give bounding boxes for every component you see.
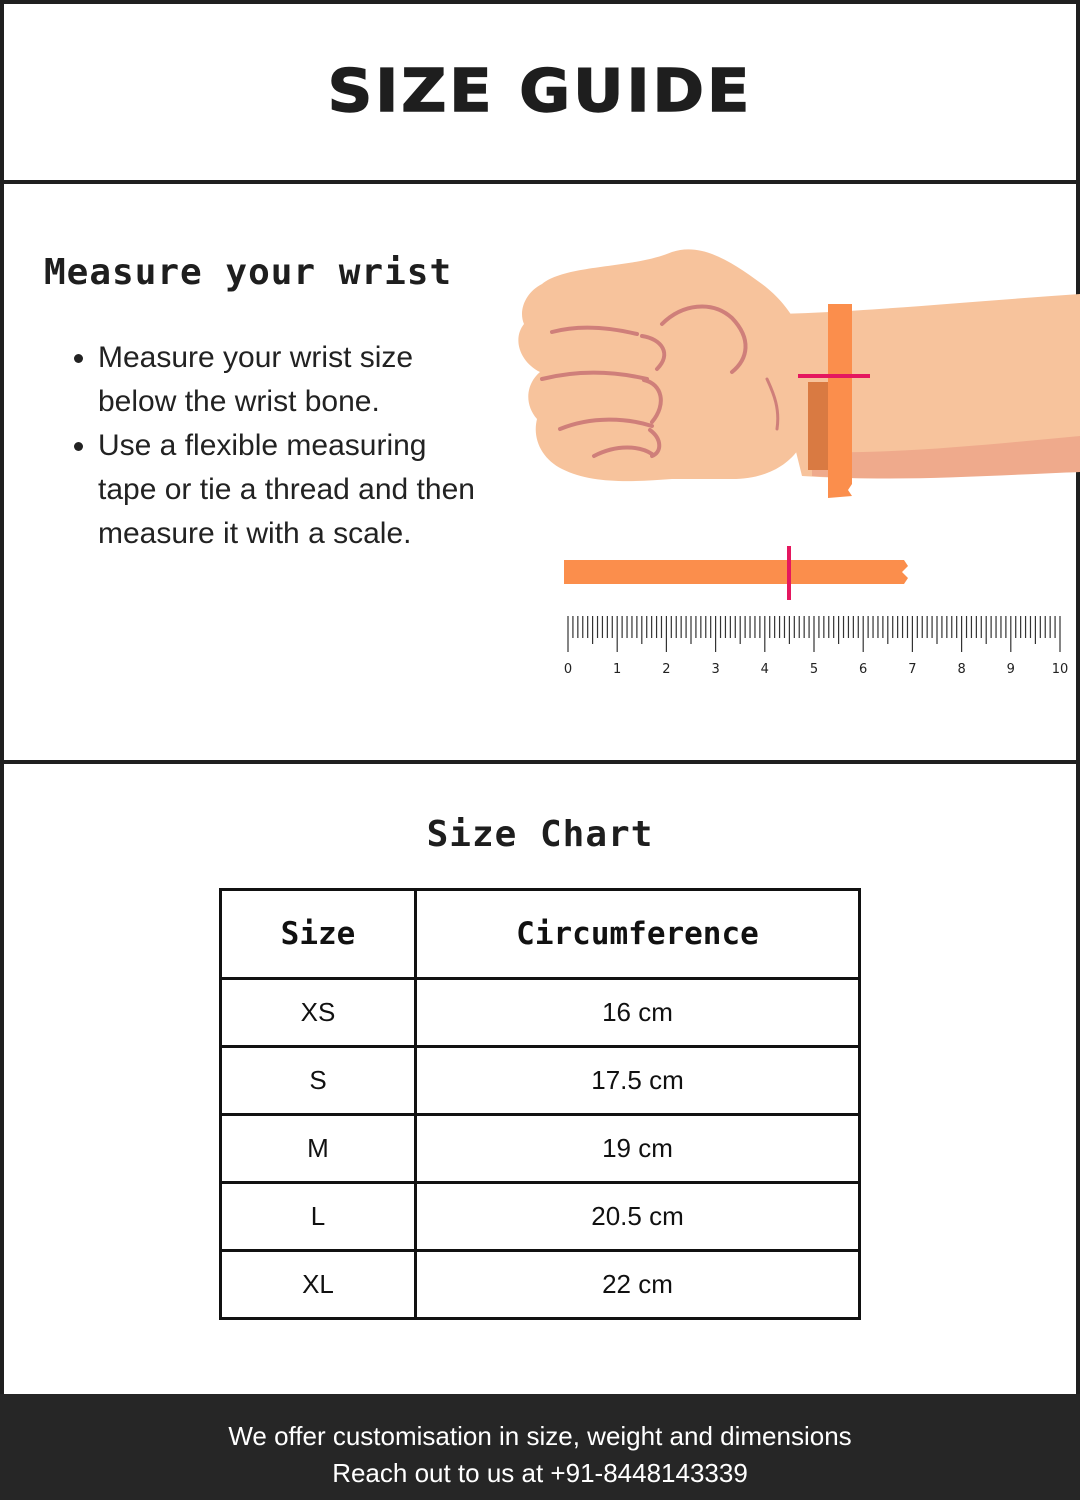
table-row (221, 979, 860, 1047)
footer (0, 1394, 1080, 1500)
ruler-label: 2 (662, 662, 671, 674)
size-cell: S (221, 1047, 416, 1115)
ruler-label: 8 (957, 662, 966, 674)
column-header-circumference: Circumference (416, 890, 860, 979)
circumference-cell: 20.5 cm (416, 1183, 860, 1251)
circumference-cell: 16 cm (416, 979, 860, 1047)
ruler-label: 4 (760, 662, 769, 674)
tape-back (808, 382, 830, 470)
size-cell: M (221, 1115, 416, 1183)
circumference-cell: 19 cm (416, 1115, 860, 1183)
wrist-measuring-icon (512, 244, 1080, 674)
size-table (219, 888, 861, 1320)
fist (518, 249, 812, 481)
size-cell: XS (221, 979, 416, 1047)
ruler-label: 1 (613, 662, 622, 674)
page-title: SIZE GUIDE (327, 55, 753, 125)
ruler-label: 7 (908, 662, 917, 674)
ruler-ticks (568, 616, 1060, 652)
tape-front (828, 304, 852, 498)
ruler-label: 0 (563, 662, 573, 674)
table-row (221, 1183, 860, 1251)
instruction-list (54, 336, 478, 556)
measure-heading: Measure your wrist (44, 252, 453, 293)
size-cell: L (221, 1183, 416, 1251)
ruler-label: 6 (859, 662, 868, 674)
footer-customisation-text: We offer customisation in size, weight and dimensions (228, 1421, 852, 1451)
instruction-item: • Use a flexible measuring tape or tie a thread and then measure it with a scale. (98, 424, 478, 556)
table-header-row (221, 890, 860, 979)
size-chart-section (0, 764, 1080, 1394)
measure-section (0, 184, 1080, 764)
table-row (221, 1047, 860, 1115)
ruler-label: 10 (1051, 662, 1069, 674)
ruler-label: 9 (1006, 662, 1015, 674)
circumference-cell: 22 cm (416, 1251, 860, 1319)
ruler-label: 3 (711, 662, 720, 674)
table-row (221, 1251, 860, 1319)
size-chart-title: Size Chart (426, 814, 654, 855)
instruction-item: • Measure your wrist size below the wrist bone. (98, 336, 478, 424)
table-row (221, 1115, 860, 1183)
thread-strip (564, 560, 908, 584)
size-cell: XL (221, 1251, 416, 1319)
header (0, 0, 1080, 184)
footer-contact-text: Reach out to us at +91-8448143339 (332, 1458, 748, 1488)
circumference-cell: 17.5 cm (416, 1047, 860, 1115)
ruler-labels (564, 662, 1068, 674)
ruler-label: 5 (809, 662, 819, 674)
column-header-size: Size (221, 890, 416, 979)
